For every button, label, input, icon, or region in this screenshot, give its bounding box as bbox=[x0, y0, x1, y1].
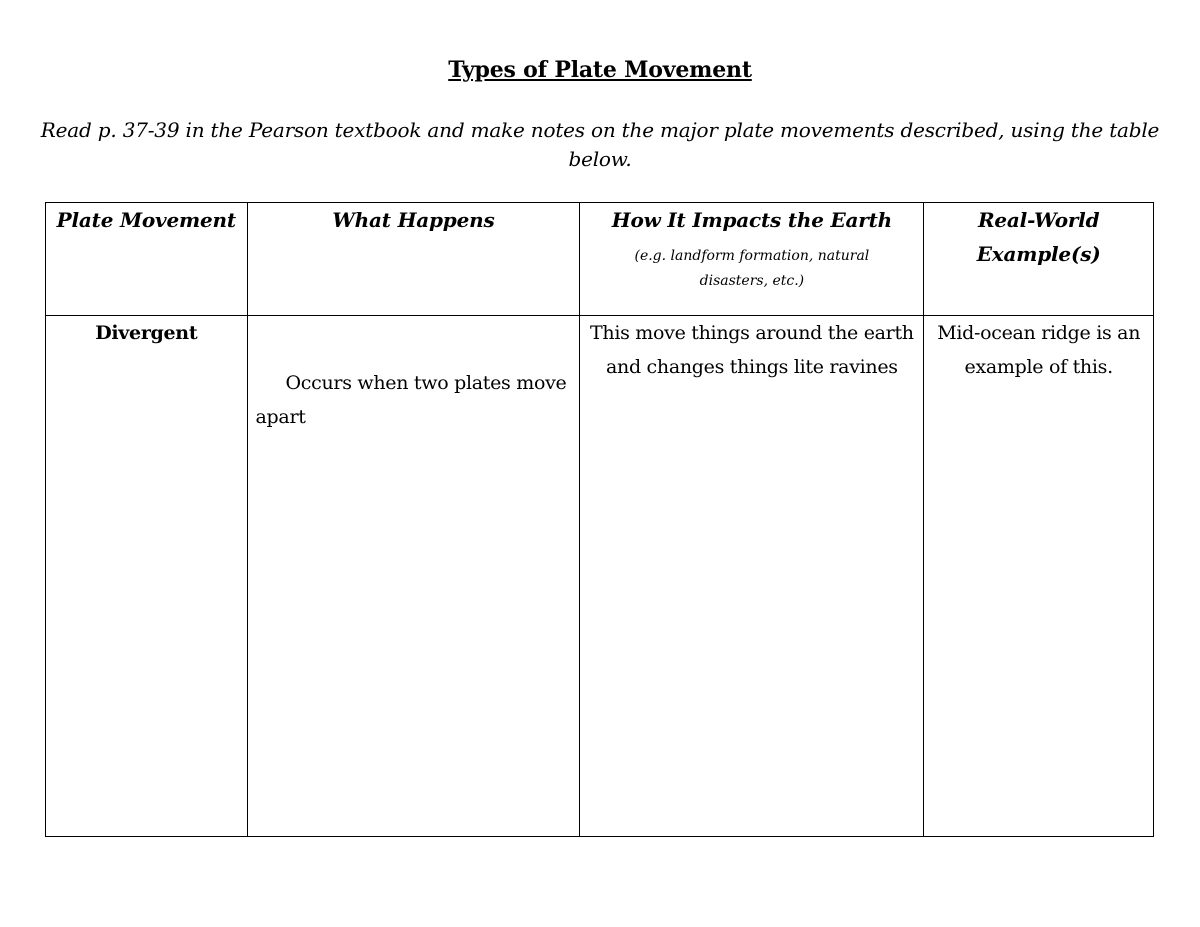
cell-how-it-impacts[interactable] bbox=[580, 316, 924, 837]
cell-real-world[interactable] bbox=[924, 316, 1154, 837]
real-world-value: Mid-ocean ridge is an example of this. bbox=[937, 322, 1141, 378]
instructions-text: Read p. 37-39 in the Pearson textbook and make notes on the major plate movements described, using the table below. bbox=[40, 118, 1160, 171]
cell-plate-movement[interactable] bbox=[46, 316, 248, 837]
how-it-impacts-value: This move things around the earth and changes things lite ravines bbox=[590, 322, 914, 378]
header-how-it-impacts: How It Impacts the Earth bbox=[611, 208, 893, 232]
what-happens-value: Occurs when two plates move apart bbox=[255, 372, 567, 428]
header-plate-movement: Plate Movement bbox=[56, 208, 236, 232]
header-cell-what-happens bbox=[247, 203, 580, 316]
table-header-row bbox=[46, 203, 1154, 316]
plate-movement-value: Divergent bbox=[95, 322, 198, 344]
plate-movement-table bbox=[45, 202, 1154, 837]
header-cell-real-world bbox=[924, 203, 1154, 316]
header-what-happens: What Happens bbox=[332, 208, 495, 232]
header-how-it-impacts-note: (e.g. landform formation, natural disasters, etc.) bbox=[634, 248, 870, 289]
page-title: Types of Plate Movement bbox=[448, 57, 752, 83]
header-cell-plate-movement bbox=[46, 203, 248, 316]
header-real-world: Real-World Example(s) bbox=[976, 208, 1101, 266]
header-cell-how-it-impacts bbox=[580, 203, 924, 316]
table-row bbox=[46, 316, 1154, 837]
cell-what-happens[interactable] bbox=[247, 316, 580, 837]
